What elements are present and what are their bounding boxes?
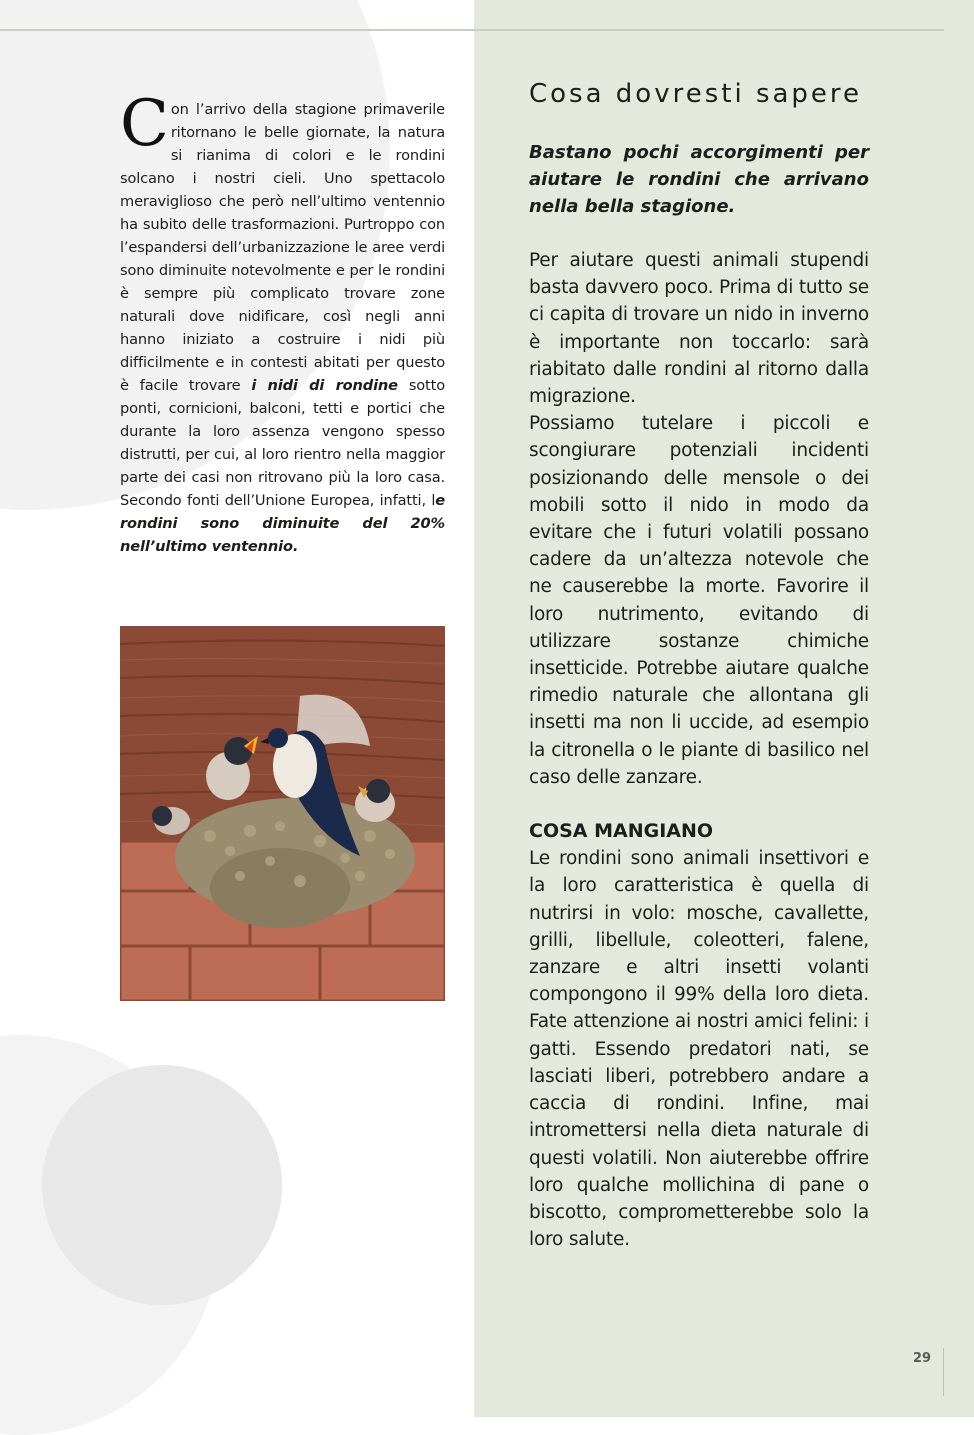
sidebar-heading: Cosa dovresti sapere xyxy=(529,79,863,109)
sidebar-paragraph: Le rondini sono animali insettivori e la loro caratteristica è quella di nutrirsi in volo: mosche, cavallette, grilli, libellule, coleotteri, falene, zanzare e altri insetti volanti compongono il 99% della loro dieta. Fate attenzione ai nostri amici felini: i gatti. Essendo predatori nati, se lasciati liberi, potrebbero andare a caccia di rondini. Infine, mai intromettersi nella dieta naturale di questi volatili. Non aiuterebbe offrire loro qualche mollichina di pane o biscotto, comprometterebbe solo la loro salute. xyxy=(529,848,869,1251)
decorative-circle-bottom-inner xyxy=(42,1065,282,1305)
intro-text-middle: sotto ponti, cornicioni, balconi, tetti e portici che durante la loro assenza vengono spesso distrutti, per cui, al loro rientro nella maggior parte dei casi non ritrovano più la loro casa. Secondo fonti dell’Unione Europea, infatti, l xyxy=(120,377,445,509)
top-rule xyxy=(0,29,944,31)
drop-cap: C xyxy=(120,87,169,161)
sidebar-subheading: COSA MANGIANO xyxy=(529,820,714,843)
sidebar-content xyxy=(529,74,869,1253)
swallow-nest-illustration xyxy=(120,626,445,1001)
intro-text: on l’arrivo della stagione primaverile ritornano le belle giornate, la natura si rianima di colori e le rondini solcano i nostri cieli. Uno spettacolo meraviglioso che però nell’ultimo ventennio ha subito delle trasformazioni. Purtroppo con l’espandersi dell’urbanizzazione le aree verdi sono diminuite notevolmente e per le rondini è sempre più complicato trovare zone naturali dove nidificare, così negli anni hanno iniziato a costruire i nidi più difficilmente e in contesti abitati per questo è facile trovare xyxy=(120,101,445,394)
sidebar-paragraph: Possiamo tutelare i piccoli e scongiurare potenziali incidenti posizionando delle mensole o dei mobili sotto il nido in modo da evitare che i futuri volatili possano cadere da un’altezza notevole che ne causerebbe la morte. Favorire il loro nutrimento, evitando di utilizzare sostanze chimiche insetticide. Potrebbe aiutare qualche rimedio naturale che allontana gli insetti ma non li uccide, ad esempio la citronella o le piante di basilico nel caso delle zanzare. xyxy=(529,413,869,788)
sidebar-paragraph: Per aiutare questi animali stupendi basta davvero poco. Prima di tutto se ci capita di trovare un nido in inverno è importante non toccarlo: sarà riabitato dalle rondini al ritorno dalla migrazione. xyxy=(529,250,869,408)
page-number: 29 xyxy=(913,1351,932,1366)
page-number-rule xyxy=(943,1348,944,1396)
emphasis-statistic: e rondini sono diminuite del 20% nell’ultimo ventennio. xyxy=(120,492,445,555)
emphasis-nest: i nidi di rondine xyxy=(251,377,398,394)
swallow-nest-photo xyxy=(120,626,445,1001)
intro-article xyxy=(120,87,445,558)
sidebar-lead: Bastano pochi accorgimenti per aiutare le rondini che arrivano nella bella stagione. xyxy=(529,142,869,217)
